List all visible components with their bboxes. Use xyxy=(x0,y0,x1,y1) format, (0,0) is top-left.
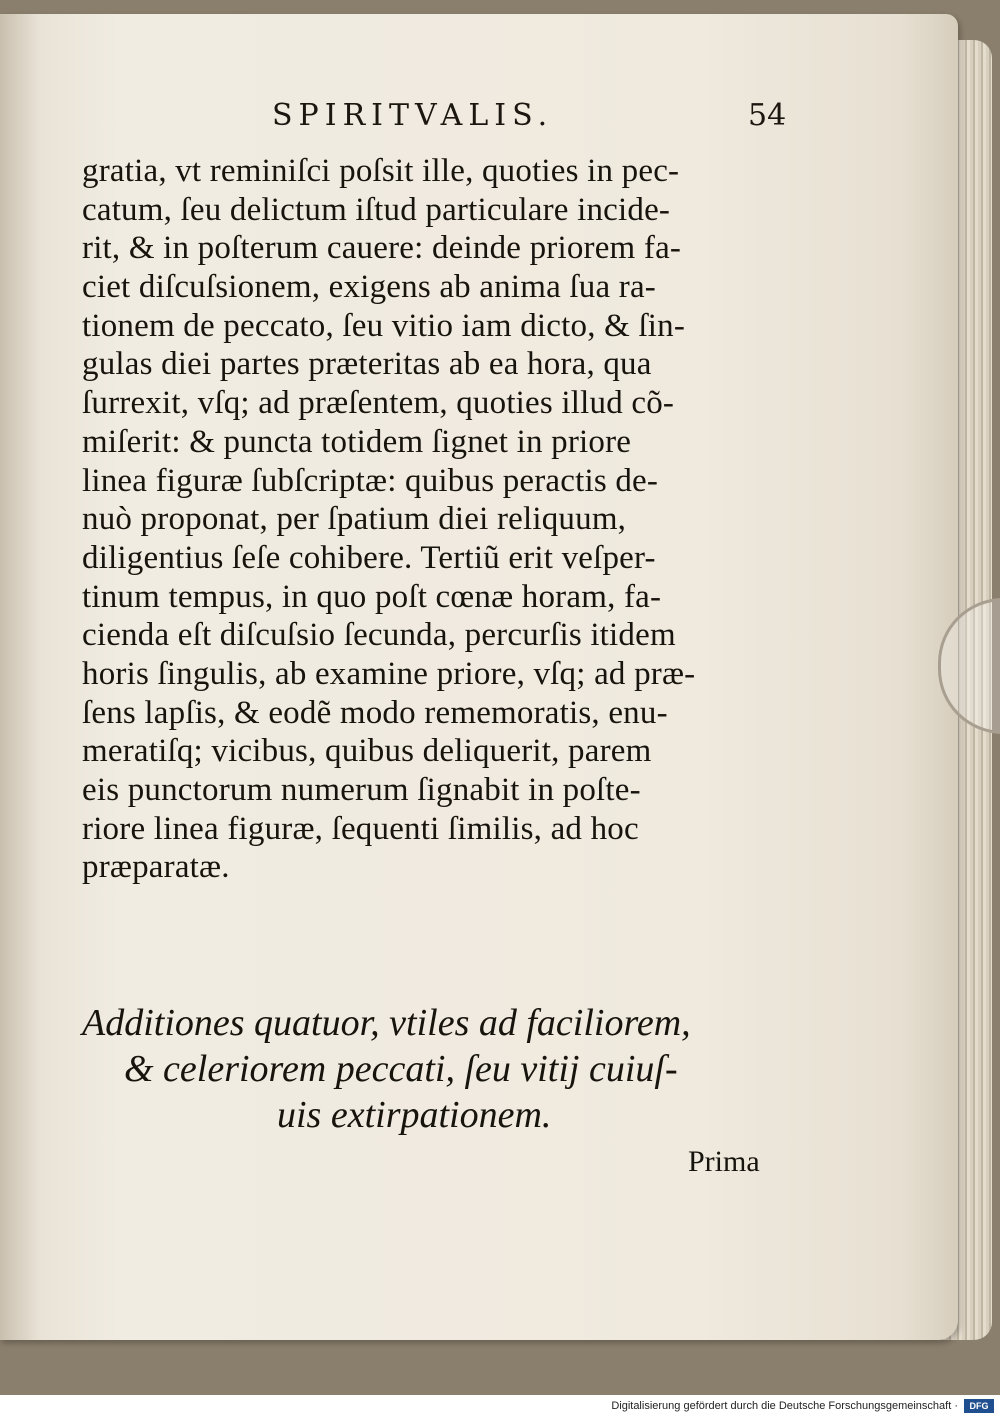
heading-line: uis extirpationem. xyxy=(277,1094,552,1136)
text-line: cienda eſt diſcuſsio ſecunda, percurſis itidem xyxy=(82,617,676,654)
text-line: præparatæ. xyxy=(82,849,230,886)
text-line: horis ſingulis, ab examine priore, vſq; ad præ- xyxy=(82,655,696,692)
text-line: meratiſq; vicibus, quibus deliquerit, parem xyxy=(82,733,652,770)
text-line: ſens lapſis, & eodẽ modo rememoratis, enu- xyxy=(82,694,668,731)
text-line: tinum tempus, in quo poſt cœnæ horam, fa- xyxy=(82,578,662,615)
text-line: ſurrexit, vſq; ad præſentem, quoties illud cõ- xyxy=(82,385,675,422)
running-title: SPIRITVALIS. xyxy=(272,98,554,133)
text-line: catum, ſeu delictum iſtud particulare incide- xyxy=(82,191,671,228)
section-heading xyxy=(82,1000,802,1138)
text-line: eis punctorum numerum ſignabit in poſte- xyxy=(82,772,641,808)
text-line: ciet diſcuſsionem, exigens ab anima ſua ra- xyxy=(82,269,656,306)
dfg-logo: DFG xyxy=(964,1399,994,1413)
text-line: tionem de peccato, ſeu vitio iam dicto, & ſin- xyxy=(82,307,686,344)
digitization-credit: Digitalisierung gefördert durch die Deutsche Forschungsgemeinschaft · xyxy=(611,1400,958,1412)
text-line: rit, & in poſterum cauere: deinde priorem fa- xyxy=(82,230,682,267)
catchword: Prima xyxy=(688,1145,760,1178)
text-line: linea figuræ ſubſcriptæ: quibus peractis de- xyxy=(82,462,659,499)
heading-line: Additiones quatuor, vtiles ad faciliorem, xyxy=(82,1002,691,1044)
text-line: nuò proponat, per ſpatium diei reliquum, xyxy=(82,501,627,538)
text-line: riore linea figuræ, ſequenti ſimilis, ad hoc xyxy=(82,810,639,847)
page-header xyxy=(0,98,1000,142)
page-number: 54 xyxy=(748,98,787,133)
text-line: miſerit: & puncta totidem ſignet in priore xyxy=(82,423,632,460)
heading-line: & celeriorem peccati, ſeu vitij cuiuſ- xyxy=(124,1048,678,1090)
text-line: diligentius ſeſe cohibere. Tertiũ erit veſper- xyxy=(82,539,656,576)
body-text xyxy=(82,152,802,887)
text-line: gulas diei partes præteritas ab ea hora, qua xyxy=(82,346,652,383)
text-line: gratia, vt reminiſci poſsit ille, quoties in pec- xyxy=(82,153,680,189)
